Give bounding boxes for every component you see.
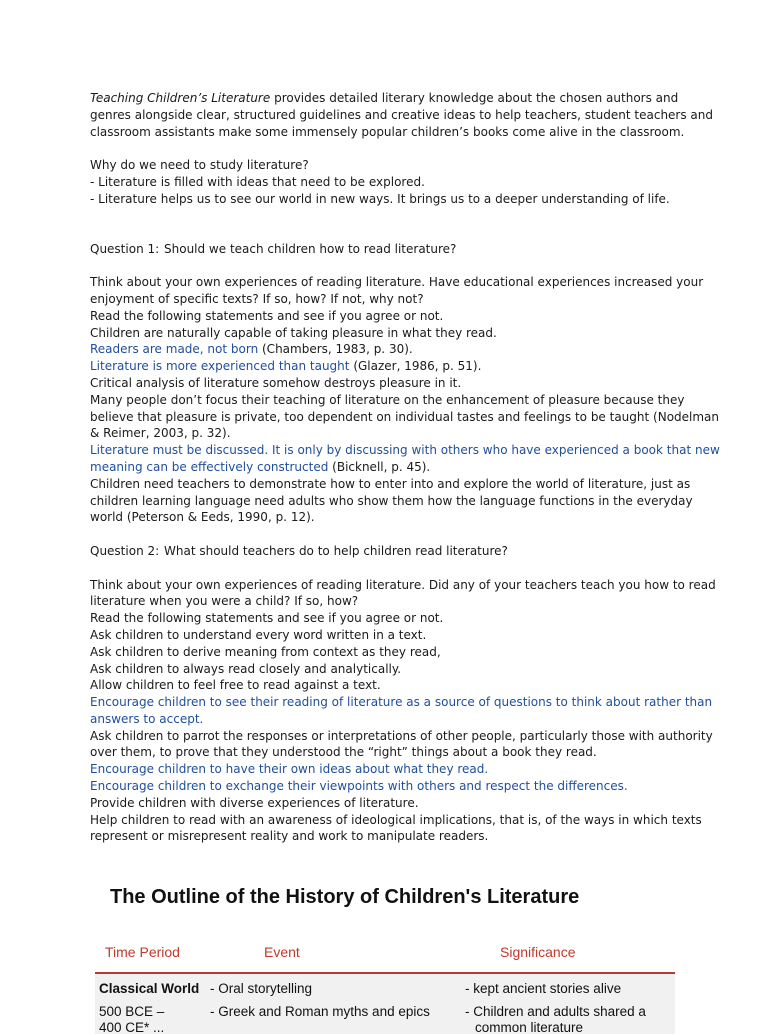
q1-statement: Readers are made, not born (Chambers, 1983, p. 30).	[90, 342, 413, 357]
book-title: Teaching Children’s Literature	[90, 91, 271, 105]
q2-statement: Allow children to feel free to read against a text.	[90, 678, 381, 693]
question-1-heading: Question 1: Should we teach children how to read literature?	[90, 241, 457, 256]
history-title: The Outline of the History of Children's Literature	[110, 886, 580, 908]
q1-statement: Children are naturally capable of taking pleasure in what they read.	[90, 325, 497, 340]
intro-line-2: genres alongside clear, structured guidelines and creative ideas to help teachers, student teachers and	[90, 107, 714, 122]
question-2-heading: Question 2: What should teachers do to help children read literature?	[90, 543, 508, 558]
column-header-significance: Significance	[500, 944, 576, 960]
q2-statement: Ask children to parrot the responses or interpretations of other people, particularly those with authority	[90, 728, 713, 743]
q1-statement: Critical analysis of literature somehow destroys pleasure in it.	[90, 375, 462, 390]
why-question: Why do we need to study literature?	[90, 158, 309, 173]
document-body	[90, 90, 720, 845]
q2-statement: Ask children to always read closely and analytically.	[90, 661, 402, 676]
table-cell-period: Classical World	[99, 981, 200, 996]
q1-text: & Reimer, 2003, p. 32).	[90, 426, 231, 441]
q1-text: enjoyment of specific texts? If so, how? If not, why not?	[90, 291, 424, 306]
why-point-1: - Literature is filled with ideas that need to be explored.	[90, 174, 425, 189]
q1-text: Read the following statements and see if you agree or not.	[90, 308, 444, 323]
table-cell-event: - Oral storytelling	[210, 981, 313, 996]
history-table	[95, 936, 675, 1034]
q1-text: Many people don’t focus their teaching of literature on the enhancement of pleasure because they	[90, 392, 685, 407]
q1-statement: meaning can be effectively constructed (Bicknell, p. 45).	[90, 459, 431, 474]
q2-text: Think about your own experiences of reading literature. Did any of your teachers teach you how to read	[90, 577, 716, 592]
q2-statement: Ask children to derive meaning from context as they read,	[90, 644, 441, 659]
table-cell-period: 500 BCE –	[99, 1004, 165, 1019]
q2-statement: Encourage children to exchange their viewpoints with others and respect the differences.	[90, 779, 628, 794]
q2-statement: Ask children to understand every word written in a text.	[90, 627, 427, 642]
q2-statement: answers to accept.	[90, 711, 204, 726]
q1-text: children learning language need adults who show them how the language functions in the everyday	[90, 493, 693, 508]
q2-statement: Provide children with diverse experiences of literature.	[90, 795, 419, 810]
table-cell-significance: - kept ancient stories alive	[465, 981, 622, 996]
q2-statement: Encourage children to see their reading of literature as a source of questions to think about rather than	[90, 695, 713, 710]
intro-line-1: Teaching Children’s Literature provides detailed literary knowledge about the chosen authors and	[90, 91, 679, 105]
table-cell-significance: common literature	[475, 1020, 584, 1035]
q2-statement: over them, to prove that they understood the “right” things about a book they read.	[90, 745, 597, 760]
q2-text: Read the following statements and see if you agree or not.	[90, 611, 444, 626]
table-cell-event: - Greek and Roman myths and epics	[210, 1004, 430, 1019]
q1-text: Think about your own experiences of reading literature. Have educational experiences increased your	[90, 275, 704, 290]
q2-statement: represent or misrepresent reality and work to manipulate readers.	[90, 829, 489, 844]
intro-line-3: classroom assistants make some immensely popular children’s books come alive in the classroom.	[90, 124, 685, 139]
q2-statement: Help children to read with an awareness of ideological implications, that is, of the ways in which texts	[90, 812, 702, 827]
table-cell-significance: - Children and adults shared a	[465, 1004, 646, 1019]
table-cell-period: 400 CE* ...	[99, 1020, 165, 1035]
q1-text: world (Peterson & Eeds, 1990, p. 12).	[90, 510, 315, 525]
q1-statement: Literature must be discussed. It is only by discussing with others who have experienced a book that new	[90, 443, 720, 458]
table-body	[95, 974, 675, 1034]
q1-statement: Literature is more experienced than taught (Glazer, 1986, p. 51).	[90, 359, 482, 374]
column-header-time-period: Time Period	[105, 944, 180, 960]
q1-text: believe that pleasure is private, too dependent on individual tastes and feelings to be taught (Nodelman	[90, 409, 720, 424]
q2-statement: Encourage children to have their own ideas about what they read.	[90, 762, 489, 777]
q1-text: Children need teachers to demonstrate how to enter into and explore the world of literature, just as	[90, 476, 691, 491]
q2-text: literature when you were a child? If so, how?	[90, 594, 359, 609]
why-point-2: - Literature helps us to see our world in new ways. It brings us to a deeper understanding of life.	[90, 191, 670, 206]
column-header-event: Event	[264, 944, 300, 960]
table-header	[95, 936, 675, 974]
